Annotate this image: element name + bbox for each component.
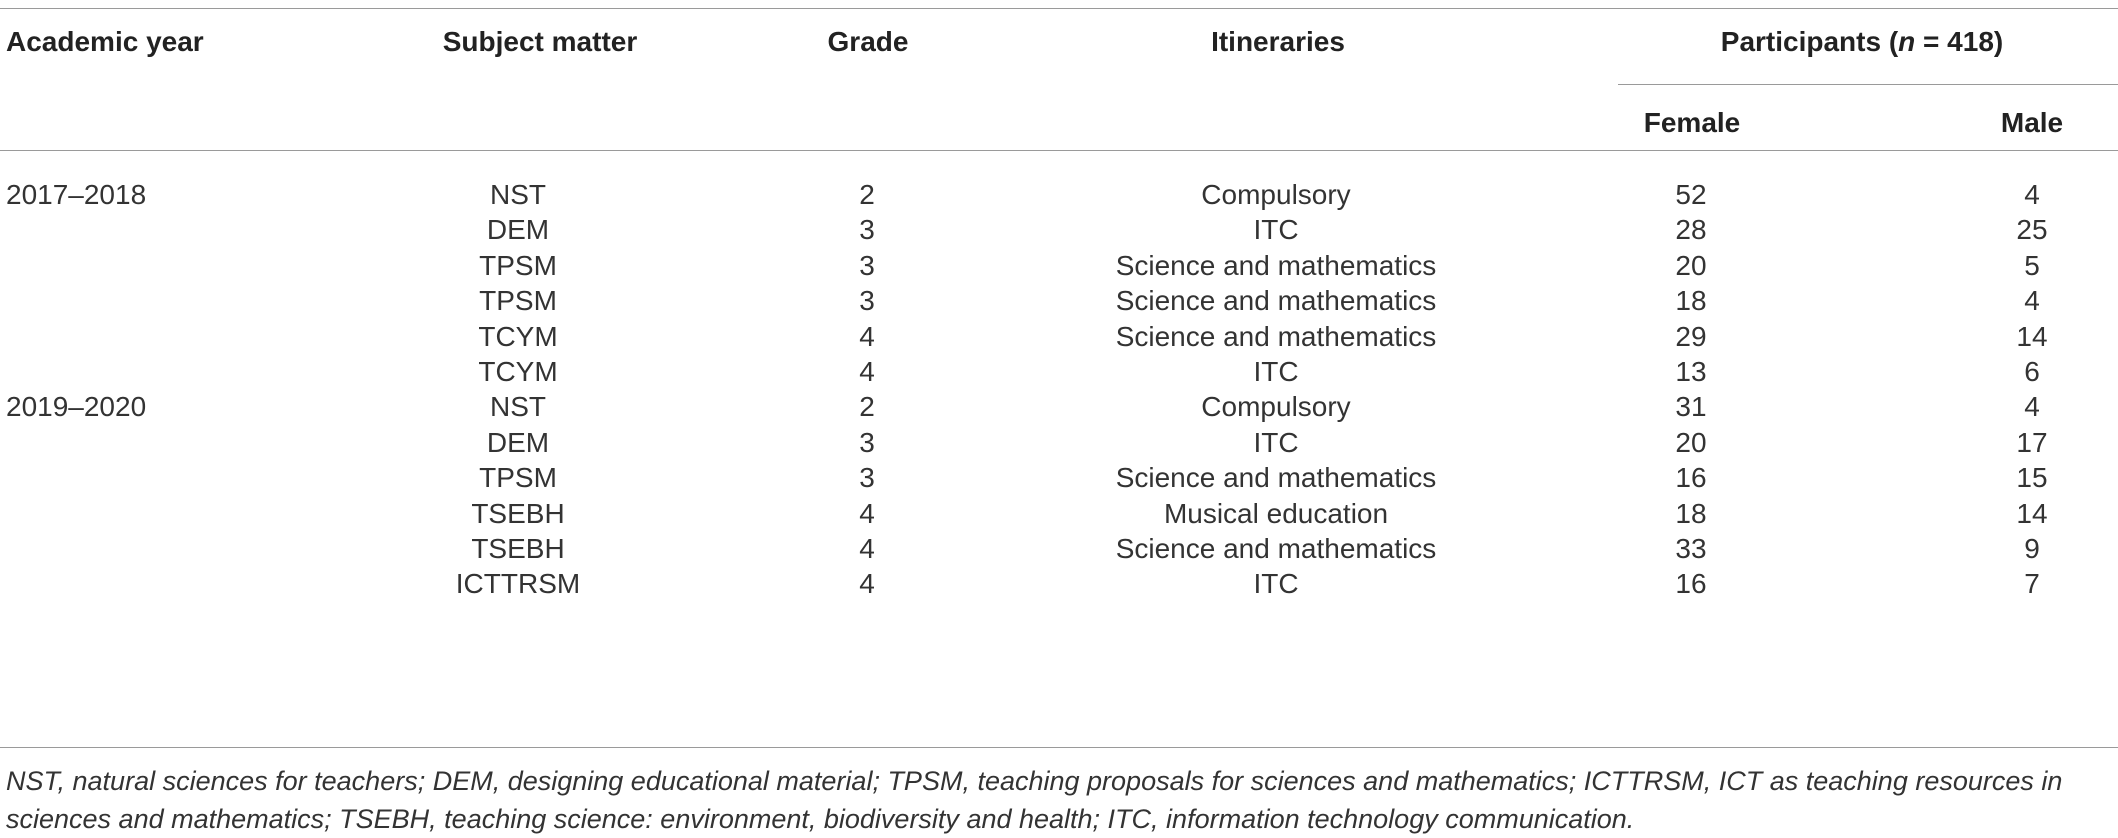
cell-female: 31 bbox=[1675, 391, 1707, 422]
table-footnote: NST, natural sciences for teachers; DEM, designing educational material; TPSM, teaching proposals for sciences and mathematics; ICTTRSM, ICT as teaching resources in sciences and mathematics; TSEBH, teaching science: environment, biodiversity and health; ITC, information technology communication. bbox=[6, 766, 2063, 834]
cell-female: 13 bbox=[1675, 356, 1707, 387]
cell-male: 4 bbox=[2024, 285, 2040, 316]
cell-male: 7 bbox=[2024, 568, 2040, 599]
cell-female: 20 bbox=[1675, 250, 1707, 281]
cell-grade: 4 bbox=[859, 533, 875, 564]
cell-female: 28 bbox=[1675, 214, 1707, 245]
header-academic-year: Academic year bbox=[6, 26, 204, 57]
cell-academic-year: 2019–2020 bbox=[6, 391, 147, 422]
participants-prefix: Participants ( bbox=[1720, 26, 1899, 57]
cell-subject-matter: ICTTRSM bbox=[455, 568, 581, 599]
participants-subheader-rule bbox=[1618, 84, 2118, 85]
cell-male: 6 bbox=[2024, 356, 2040, 387]
cell-female: 52 bbox=[1675, 179, 1707, 210]
cell-subject-matter: TCYM bbox=[478, 321, 558, 352]
cell-male: 15 bbox=[2016, 462, 2048, 493]
table-top-rule bbox=[0, 8, 2118, 9]
cell-grade: 4 bbox=[859, 321, 875, 352]
cell-male: 9 bbox=[2024, 533, 2040, 564]
cell-subject-matter: TSEBH bbox=[471, 498, 565, 529]
header-grade: Grade bbox=[827, 26, 909, 57]
cell-subject-matter: TCYM bbox=[478, 356, 558, 387]
cell-subject-matter: DEM bbox=[486, 427, 550, 458]
cell-male: 5 bbox=[2024, 250, 2040, 281]
cell-academic-year: 2017–2018 bbox=[6, 179, 147, 210]
header-male: Male bbox=[2000, 107, 2064, 138]
cell-grade: 2 bbox=[859, 179, 875, 210]
cell-itinerary: ITC bbox=[1253, 427, 1299, 458]
cell-itinerary: Science and mathematics bbox=[1115, 321, 1437, 352]
cell-female: 16 bbox=[1675, 462, 1707, 493]
cell-female: 29 bbox=[1675, 321, 1707, 352]
cell-itinerary: Compulsory bbox=[1201, 391, 1351, 422]
cell-itinerary: Science and mathematics bbox=[1115, 285, 1437, 316]
cell-subject-matter: TPSM bbox=[479, 250, 557, 281]
cell-grade: 2 bbox=[859, 391, 875, 422]
cell-subject-matter: TPSM bbox=[479, 462, 557, 493]
cell-itinerary: ITC bbox=[1253, 214, 1299, 245]
cell-grade: 4 bbox=[859, 356, 875, 387]
cell-male: 4 bbox=[2024, 391, 2040, 422]
cell-itinerary: ITC bbox=[1253, 356, 1299, 387]
cell-subject-matter: NST bbox=[490, 179, 546, 210]
header-participants bbox=[1721, 28, 2003, 56]
cell-male: 4 bbox=[2024, 179, 2040, 210]
participants-n: n bbox=[1898, 26, 1916, 57]
cell-subject-matter: DEM bbox=[486, 214, 550, 245]
header-subject-matter: Subject matter bbox=[442, 26, 638, 57]
cell-grade: 3 bbox=[859, 427, 875, 458]
cell-female: 18 bbox=[1675, 498, 1707, 529]
cell-female: 20 bbox=[1675, 427, 1707, 458]
cell-itinerary: Compulsory bbox=[1201, 179, 1351, 210]
cell-itinerary: ITC bbox=[1253, 568, 1299, 599]
header-female: Female bbox=[1643, 107, 1741, 138]
cell-male: 17 bbox=[2016, 427, 2048, 458]
cell-itinerary: Science and mathematics bbox=[1115, 462, 1437, 493]
cell-grade: 3 bbox=[859, 462, 875, 493]
cell-male: 25 bbox=[2016, 214, 2048, 245]
cell-female: 33 bbox=[1675, 533, 1707, 564]
participants-suffix: = 418) bbox=[1915, 26, 2004, 57]
table-bottom-rule bbox=[0, 747, 2118, 748]
table-header-rule bbox=[0, 150, 2118, 151]
cell-male: 14 bbox=[2016, 498, 2048, 529]
cell-male: 14 bbox=[2016, 321, 2048, 352]
cell-itinerary: Science and mathematics bbox=[1115, 250, 1437, 281]
header-itineraries: Itineraries bbox=[1211, 26, 1345, 57]
cell-female: 16 bbox=[1675, 568, 1707, 599]
cell-subject-matter: TPSM bbox=[479, 285, 557, 316]
cell-grade: 3 bbox=[859, 285, 875, 316]
cell-subject-matter: NST bbox=[490, 391, 546, 422]
cell-grade: 4 bbox=[859, 568, 875, 599]
cell-grade: 3 bbox=[859, 214, 875, 245]
cell-grade: 3 bbox=[859, 250, 875, 281]
cell-subject-matter: TSEBH bbox=[471, 533, 565, 564]
cell-female: 18 bbox=[1675, 285, 1707, 316]
cell-itinerary: Musical education bbox=[1163, 498, 1389, 529]
cell-itinerary: Science and mathematics bbox=[1115, 533, 1437, 564]
cell-grade: 4 bbox=[859, 498, 875, 529]
